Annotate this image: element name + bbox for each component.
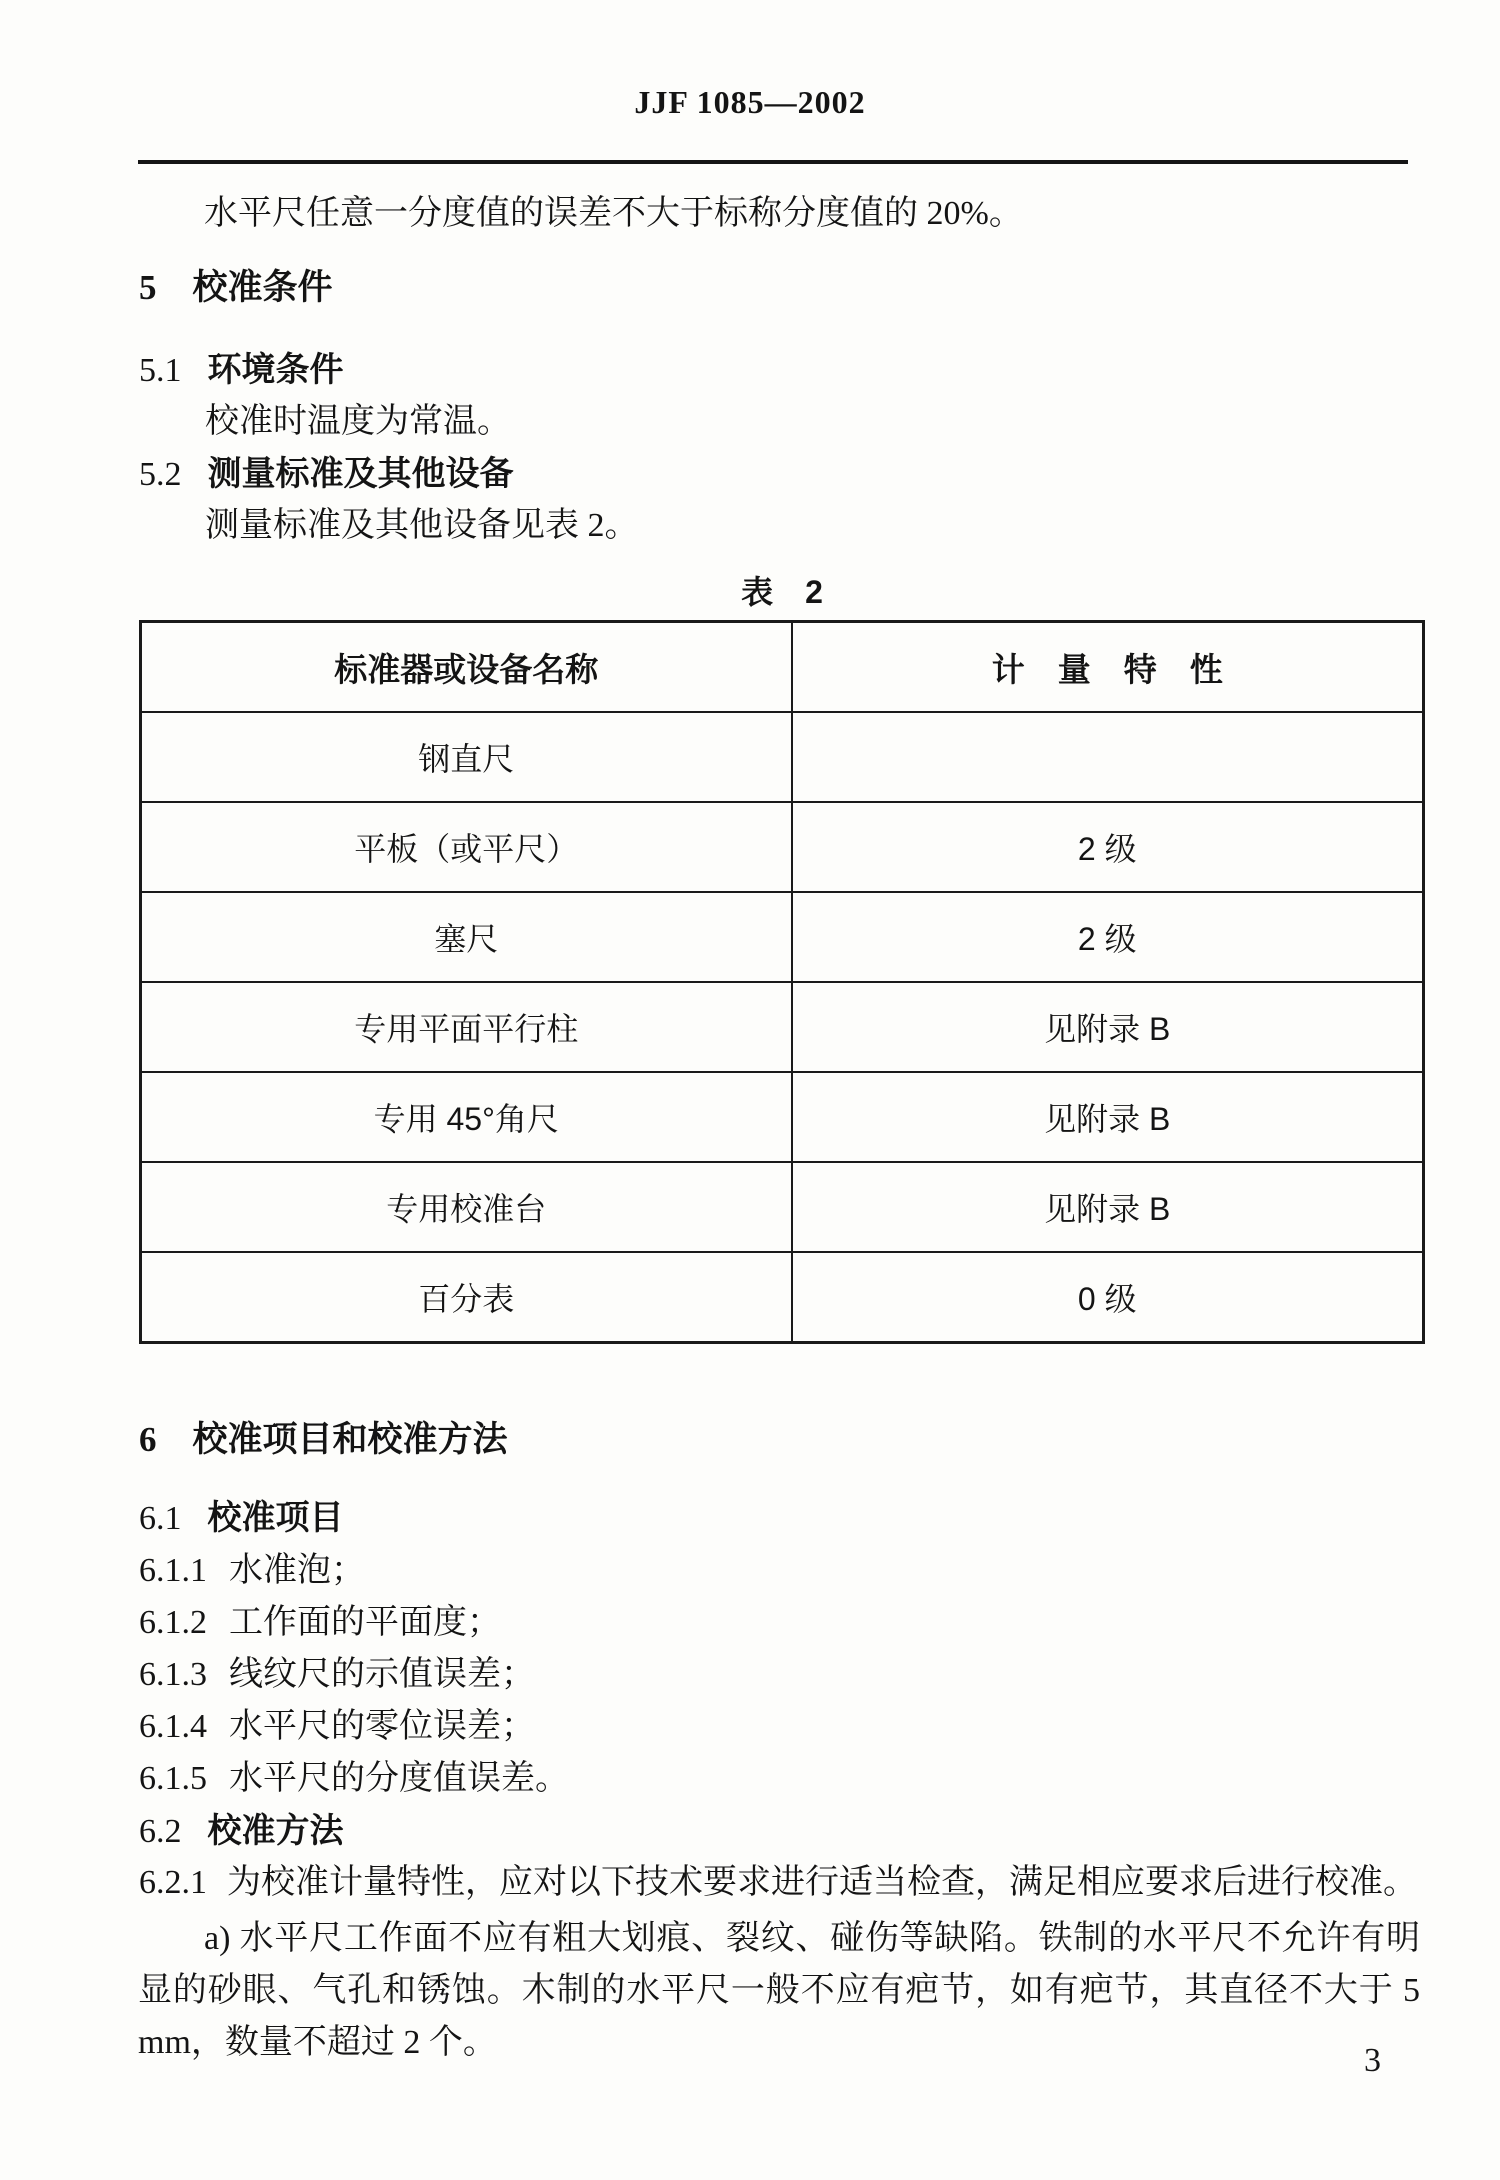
table-header-row	[141, 622, 1424, 713]
table-row	[141, 1162, 1424, 1252]
cell-spec: 见附录 B	[792, 1162, 1424, 1252]
section-5-1-heading	[139, 348, 344, 393]
clause-text: 为校准计量特性，应对以下技术要求进行适当检查，满足相应要求后进行校准。	[227, 1864, 1417, 1901]
clause-text: 水平尺的分度值误差。	[229, 1760, 569, 1797]
section-6-heading	[139, 1418, 508, 1462]
table-row	[141, 712, 1424, 802]
section-5-2-body: 测量标准及其他设备见表 2。	[205, 507, 639, 544]
section-6-number: 6	[139, 1420, 157, 1459]
section-6-2-heading	[139, 1809, 344, 1854]
clause-item-6-1-2	[139, 1601, 501, 1645]
intro-paragraph: 水平尺任意一分度值的误差不大于标称分度值的 20%。	[204, 195, 1023, 232]
clause-number: 6.1.4	[139, 1708, 207, 1745]
cell-spec: 0 级	[792, 1252, 1424, 1343]
section-5-2-heading	[139, 452, 514, 497]
section-5-2-title: 测量标准及其他设备	[207, 455, 514, 493]
clause-number: 6.1.1	[139, 1552, 207, 1589]
clause-number: 6.1.5	[139, 1760, 207, 1797]
section-5-heading	[139, 266, 333, 310]
clause-6-2-1	[139, 1861, 1417, 1905]
cell-name: 塞尺	[141, 892, 792, 982]
cell-spec: 2 级	[792, 892, 1424, 982]
clause-text: 工作面的平面度；	[229, 1604, 501, 1641]
paragraph-a: a) 水平尺工作面不应有粗大划痕、裂纹、碰伤等缺陷。铁制的水平尺不允许有明显的砂眼、气孔和锈蚀。木制的水平尺一般不应有疤节，如有疤节，其直径不大于 5 mm，数量不超过 2 个。	[138, 1920, 1420, 2061]
header-rule	[138, 160, 1408, 164]
clause-text: 水平尺的零位误差；	[229, 1708, 535, 1745]
table-row	[141, 1072, 1424, 1162]
clause-item-6-1-1	[139, 1549, 365, 1593]
section-5-2-number: 5.2	[139, 456, 182, 493]
clause-item-6-1-4	[139, 1705, 535, 1749]
clause-item-6-1-3	[139, 1653, 535, 1697]
section-5-title: 校准条件	[192, 268, 333, 307]
table-header-spec: 计 量 特 性	[792, 622, 1424, 713]
section-6-2-number: 6.2	[139, 1813, 182, 1850]
cell-name: 平板（或平尺）	[141, 802, 792, 892]
table-row	[141, 982, 1424, 1072]
clause-text: 线纹尺的示值误差；	[229, 1656, 535, 1693]
section-5-1-number: 5.1	[139, 352, 182, 389]
clause-text: 水准泡；	[229, 1552, 365, 1589]
section-5-1-body: 校准时温度为常温。	[205, 403, 511, 440]
table-header-name: 标准器或设备名称	[141, 622, 792, 713]
section-5-number: 5	[139, 268, 157, 307]
section-6-1-heading	[139, 1496, 344, 1541]
clause-number: 6.1.3	[139, 1656, 207, 1693]
cell-spec: 见附录 B	[792, 982, 1424, 1072]
section-6-2-title: 校准方法	[207, 1812, 344, 1850]
equipment-table	[139, 620, 1425, 1344]
table-row	[141, 892, 1424, 982]
section-6-1-number: 6.1	[139, 1500, 182, 1537]
page-number: 3	[1364, 2042, 1381, 2079]
clause-number: 6.1.2	[139, 1604, 207, 1641]
section-5-1-title: 环境条件	[207, 351, 344, 389]
cell-name: 专用校准台	[141, 1162, 792, 1252]
doc-code: JJF 1085—2002	[634, 84, 866, 120]
clause-number: 6.2.1	[139, 1864, 207, 1901]
cell-name: 专用平面平行柱	[141, 982, 792, 1072]
cell-name: 钢直尺	[141, 712, 792, 802]
cell-name: 百分表	[141, 1252, 792, 1343]
table-2-caption: 表 2	[741, 574, 823, 610]
cell-spec: 见附录 B	[792, 1072, 1424, 1162]
table-row	[141, 802, 1424, 892]
cell-spec: 2 级	[792, 802, 1424, 892]
section-6-1-title: 校准项目	[207, 1499, 344, 1537]
cell-name: 专用 45°角尺	[141, 1072, 792, 1162]
table-row	[141, 1252, 1424, 1343]
cell-spec	[792, 712, 1424, 802]
clause-item-6-1-5	[139, 1757, 569, 1801]
section-6-title: 校准项目和校准方法	[192, 1420, 508, 1459]
